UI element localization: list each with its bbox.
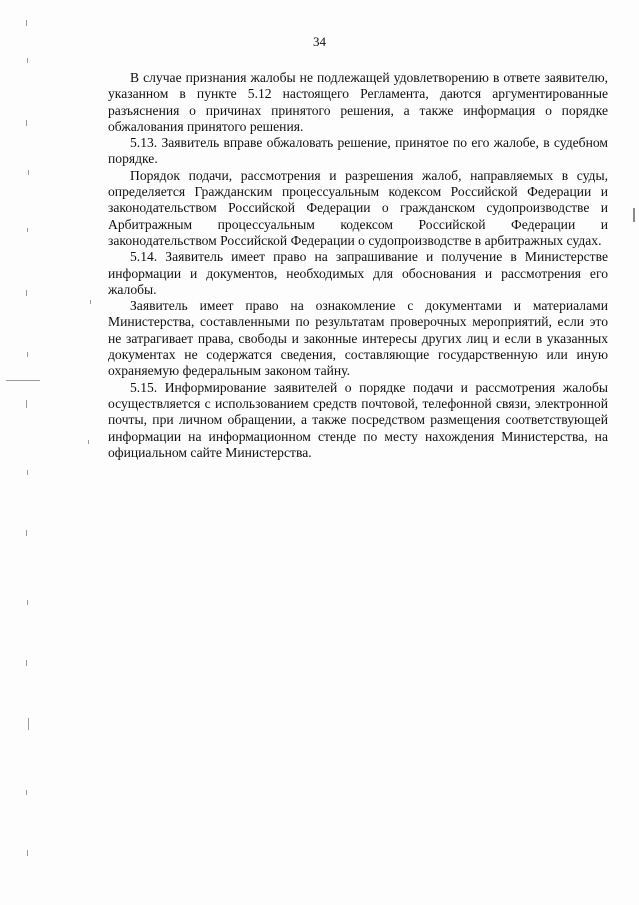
scan-edge-mark (633, 208, 635, 222)
paragraph-complaint-rejection: В случае признания жалобы не подлежащей удовлетворению в ответе заявителю, указанном в пункте 5.12 настоящего Регламента, даются аргументированные разъяснения о причинах принятого решения, а также информация о порядке обжалования принятого решения. (108, 70, 608, 134)
paragraph-5-13: 5.13. Заявитель вправе обжаловать решение, принятое по его жалобе, в судебном порядке. (108, 135, 608, 167)
paragraph-document-access: Заявитель имеет право на ознакомление с документами и материалами Министерства, составленными по результатам проверочных мероприятий, если это не затрагивает права, свободы и законные интересы других лиц и если в указанных документах не содержатся сведения, составляющие государственную или иную охраняемую федеральным законом тайну. (108, 298, 608, 379)
paragraph-5-14: 5.14. Заявитель имеет право на запрашивание и получение в Министерстве информации и документов, необходимых для обоснования и рассмотрения его жалобы. (108, 249, 608, 297)
page-number: 34 (313, 34, 326, 49)
paragraph-5-15: 5.15. Информирование заявителей о порядке подачи и рассмотрения жалобы осуществляется с использованием средств почтовой, телефонной связи, электронной почты, при личном обращении, а также посредством размещения соответствующей информации на информационном стенде по месту нахождения Министерства, на официальном сайте Министерства. (108, 379, 608, 460)
scan-margin-artifacts (0, 0, 100, 905)
paragraph-court-procedure: Порядок подачи, рассмотрения и разрешения жалоб, направляемых в суды, определяется Гражданским процессуальным кодексом Российской Федерации и законодательством Российской Федерации о гражданском судопроизводстве и Арбитражным процессуальным кодексом Российской Федерации и законодательством Российской Федерации о судопроизводстве в арбитражных судах. (108, 167, 608, 248)
document-body (108, 70, 608, 461)
